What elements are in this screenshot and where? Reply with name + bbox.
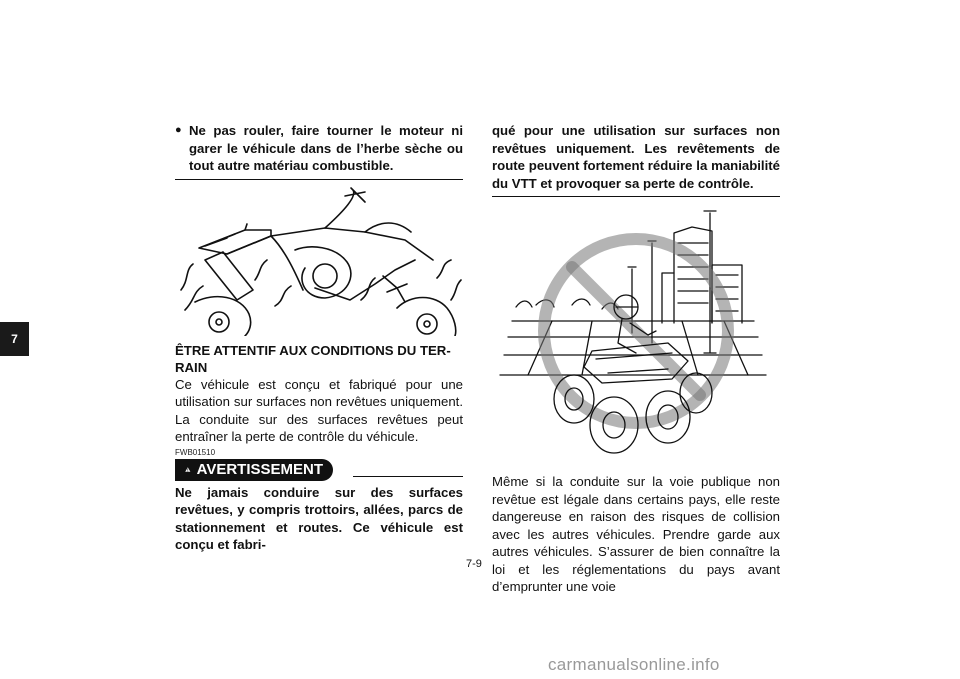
left-column [175,122,463,554]
body-text: Ce véhicule est conçu et fabriqué pour une utilisation sur surfaces non revêtues uniquement. La conduite sur des surfaces revêtues peut entraîner la perte de contrôle du véhicule. [175,376,463,444]
bullet-warning [175,122,463,175]
chapter-tab: 7 [0,322,29,356]
warning-rule [353,476,463,477]
bullet-warning-text: Ne pas rouler, faire tourner le moteur ni garer le véhicule dans de l’herbe sèche ou tout autre matériau combustible. [189,123,463,173]
warning-triangle-icon [185,463,191,476]
reference-code: FWB01510 [175,447,216,457]
divider [492,196,780,197]
right-column [492,122,780,596]
section-heading: ÊTRE ATTENTIF AUX CONDITIONS DU TER- RAIN [175,342,451,375]
watermark: carmanualsonline.info [548,655,720,674]
bullet-icon: ● [175,124,182,136]
atv-grass-illustration [175,180,463,336]
body-text: Même si la conduite sur la voie publique non revêtue est légale dans certains pays, elle reste dangereuse en raison des risques de collision avec les autres véhicules. Prendre garde aux autres véhicules. S’assurer de bien connaître la loi et les réglementations du pays avant d’emprunter une voie [492,474,780,594]
warning-label: AVERTISSEMENT [196,460,323,478]
warning-badge [175,459,333,481]
page-number: 7-9 [466,558,482,570]
warning-text: Ne jamais conduire sur des surfaces revêtues, y compris trottoirs, allées, parcs de stationnement et routes. Ce véhicule est conçu et fabri- [175,484,463,552]
warning-continued-text: qué pour une utilisation sur surfaces non revêtues uniquement. Les revêtements de route peuvent fortement réduire la maniabilité du VTT et provoquer sa perte de contrôle. [492,123,780,191]
atv-pavement-prohibited-illustration [492,203,780,461]
warning-banner [175,458,463,482]
